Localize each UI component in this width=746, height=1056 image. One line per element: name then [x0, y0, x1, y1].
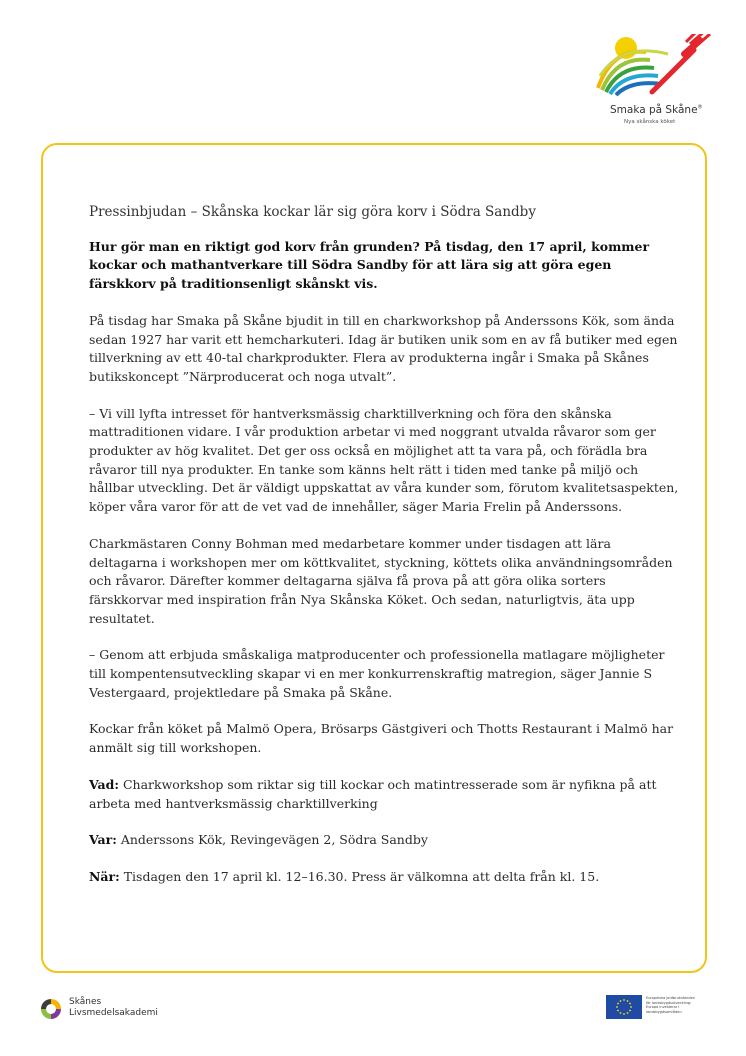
page-title: Pressinbjudan – Skånska kockar lär sig göra korv i Södra Sandby — [89, 204, 536, 220]
detail-what-value: Charkworkshop som riktar sig till kockar och matintresserade som är nyfikna på att arbeta med hantverksmässig charktillverking — [89, 776, 657, 811]
detail-what — [89, 776, 679, 813]
detail-when-label: När: — [89, 868, 120, 884]
eu-funding-text — [646, 996, 716, 1014]
detail-where-value: Anderssons Kök, Revingevägen 2, Södra Sandby — [116, 832, 428, 848]
detail-when — [89, 868, 679, 887]
livsmedelsakademi-icon — [39, 997, 63, 1021]
body-paragraph-4: – Genom att erbjuda småskaliga matproducenter och professionella matlagare möjligheter till kompentensutveckling skapar vi en mer konkurrenskraftig matregion, säger Jannie S Vestergaard, projektledare på Smaka på Skåne. — [89, 647, 665, 700]
eu-text-line: landsbygdsområden — [646, 1009, 682, 1014]
body-paragraph-2: – Vi vill lyfta intresset för hantverksmässig charktillverkning och föra den skånska mattraditionen vidare. I vår produktion arbetar vi med noggrant utvalda råvaror som ger produkter av hög kvalitet. Det ger oss också en möjlighet att ta vara på, och förädla bra råvaror till nya produkter. En tanke som känns helt rätt i tiden med tanke på miljö och hållbar utveckling. Det är väldigt uppskattat av våra kunder som, förutom kvalitetsaspekten, köper våra varor för att de vet vad de innehåller, säger Maria Frelin på Anderssons. — [89, 405, 679, 515]
livsmedelsakademi-name — [69, 997, 179, 1018]
smaka-pa-skane-logo — [590, 34, 720, 130]
logo-name-text: Smaka på Skåne — [610, 104, 698, 116]
eu-text-line: för landsbygdsutveckling: — [646, 1000, 692, 1005]
body-paragraph-5: Kockar från köket på Malmö Opera, Brösarps Gästgiveri och Thotts Restaurant i Malmö har anmält sig till workshopen. — [89, 721, 674, 756]
eu-flag-icon — [606, 995, 642, 1019]
detail-where — [89, 831, 679, 850]
lead-paragraph: Hur gör man en riktigt god korv från grunden? På tisdag, den 17 april, kommer kockar och mathantverkare till Södra Sandby för att lära sig att göra egen färskkorv på traditionsenligt skånskt vis. — [89, 238, 650, 292]
registered-mark: ® — [697, 104, 703, 111]
detail-when-value: Tisdagen den 17 april kl. 12–16.30. Press är välkomna att delta från kl. 15. — [119, 868, 600, 884]
logo-tagline: Nya skånska köket — [624, 119, 676, 125]
livsmedelsakademi-line-2: Livsmedelsakademi — [69, 1007, 158, 1018]
body-paragraph-3: Charkmästaren Conny Bohman med medarbetare kommer under tisdagen att lära deltagarna i workshopen mer om köttkvalitet, styckning, köttets olika användningsområden och råvaror. Därefter kommer deltagarna själva få prova på att göra olika sorters färskkorvar med inspiration från Nya Skånska Köket. Och sedan, naturligtvis, äta upp resultatet. — [89, 535, 673, 626]
detail-where-label: Var: — [89, 832, 117, 848]
livsmedelsakademi-line-1: Skånes — [69, 997, 102, 1007]
eu-text-line: Europeiska jordbruksfonden — [646, 996, 695, 1000]
detail-what-label: Vad: — [89, 776, 120, 792]
press-release — [89, 203, 679, 905]
eu-funding-logo — [606, 995, 716, 1021]
eu-text-line: Europa investerar i — [646, 1005, 680, 1009]
fork-icon — [652, 34, 710, 92]
body-paragraph-1: På tisdag har Smaka på Skåne bjudit in till en charkworkshop på Anderssons Kök, som ända sedan 1927 har varit ett hemcharkuteri. Idag är butiken unik som en av få butiker med egen tillverkning av ett 40-tal charkprodukter. Flera av produkterna ingår i Smaka på Skånes butikskoncept ”Närproducerat och noga utvalt”. — [89, 312, 678, 384]
logo-graphic — [594, 34, 712, 100]
logo-name — [610, 104, 703, 116]
